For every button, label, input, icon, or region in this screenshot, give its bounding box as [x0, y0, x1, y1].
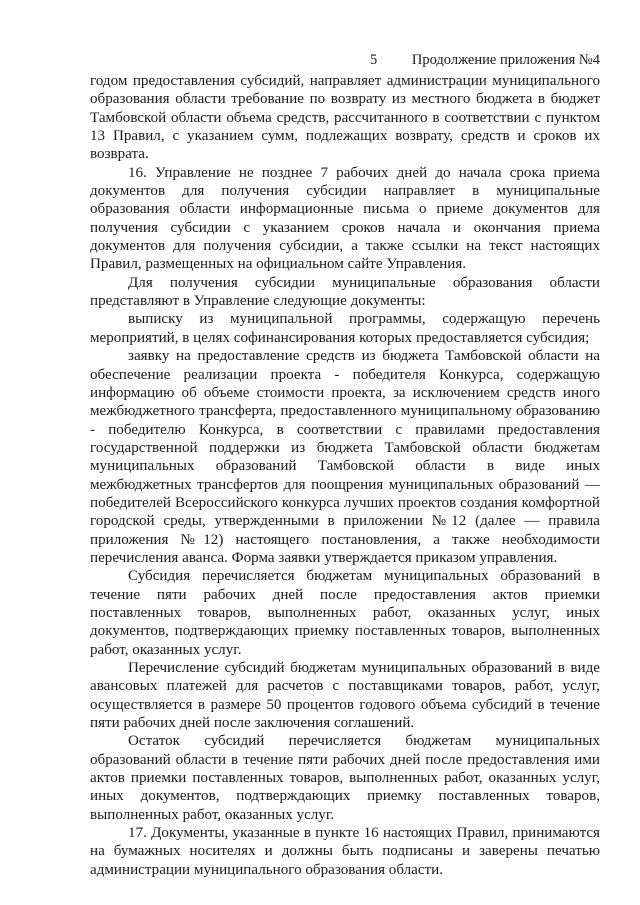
paragraph-8: Остаток субсидий перечисляется бюджетам муниципальных образований области в течение пяти рабочих дней после предоставления ими актов приемки поставленных товаров, выполненных работ, оказанных услуг, иных документов, подтверждающих приемку поставленных товаров, выполненных работ, оказанных услуг.	[90, 733, 600, 823]
document-body	[90, 72, 600, 879]
paragraph-4: выписку из муниципальной программы, содержащую перечень мероприятий, в целях софинансирования которых предоставляется субсидия;	[90, 311, 600, 346]
page-number: 5	[370, 52, 378, 68]
paragraph-5: заявку на предоставление средств из бюджета Тамбовской области на обеспечение реализации проекта - победителя Конкурса, содержащую информацию об объеме стоимости проекта, за исключением средств иного межбюджетного трансферта, предоставленного муниципальному образованию - победителю Конкурса, в соответствии с правилами предоставления государственной поддержки из бюджета Тамбовской области бюджетам муниципальных образований Тамбовской области в виде иных межбюджетных трансфертов для поощрения муниципальных образований — победителей Всероссийского конкурса лучших проектов создания комфортной городской среды, утвержденными в приложении №12 (далее — правила приложения №12) настоящего постановления, а также необходимости перечисления аванса. Форма заявки утверждается приказом управления.	[90, 348, 600, 566]
page-header	[90, 52, 600, 72]
appendix-continuation-label: Продолжение приложения №4	[411, 52, 600, 68]
paragraph-6: Субсидия перечисляется бюджетам муниципальных образований в течение пяти рабочих дней после предоставления актов приемки поставленных товаров, выполненных работ, оказанных услуг, иных документов, подтверждающих приемку поставленных товаров, выполненных работ, оказанных услуг.	[90, 568, 600, 658]
paragraph-1: годом предоставления субсидий, направляет администрации муниципального образования области требование по возврату из местного бюджета в бюджет Тамбовской области объема средств, рассчитанного в соответствии с пунктом 13 Правил, с указанием сумм, подлежащих возврату, средств и сроков их возврата.	[90, 73, 600, 163]
paragraph-clause-16: 16. Управление не позднее 7 рабочих дней до начала срока приема документов для получения субсидии направляет в муниципальные образования области информационные письма о приеме документов для получения субсидии с указанием сроков начала и окончания приема документов для получения субсидии, а также ссылки на текст настоящих Правил, размещенных на официальном сайте Управления.	[90, 164, 600, 273]
paragraph-3: Для получения субсидии муниципальные образования области представляют в Управление следующие документы:	[90, 274, 600, 310]
paragraph-7: Перечисление субсидий бюджетам муниципальных образований в виде авансовых платежей для расчетов с поставщиками товаров, работ, услуг, осуществляется в размере 50 процентов годового объема субсидий в течение пяти рабочих дней после заключения соглашений.	[90, 660, 600, 732]
paragraph-clause-17: 17. Документы, указанные в пункте 16 настоящих Правил, принимаются на бумажных носителях и должны быть подписаны и заверены печатью администрации муниципального образования области.	[90, 825, 600, 878]
